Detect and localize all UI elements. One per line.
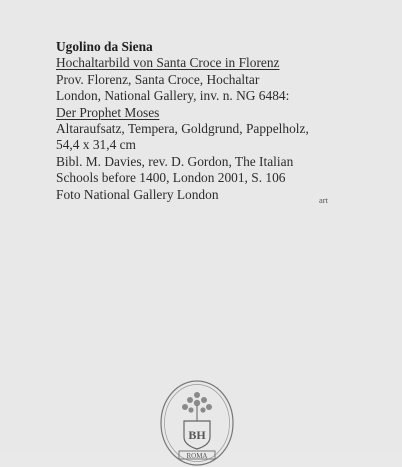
bibliography-line-1: Bibl. M. Davies, rev. D. Gordon, The Italian <box>56 153 294 169</box>
collection: London, National Gallery, inv. n. NG 6484: <box>56 88 290 104</box>
stamp-city: ROMA <box>186 452 208 460</box>
dimensions: 54,4 x 31,4 cm <box>56 137 136 153</box>
work-title: Hochaltarbild von Santa Croce in Florenz <box>56 55 280 71</box>
stamp-monogram: BH <box>188 428 206 442</box>
technique: Altaraufsatz, Tempera, Goldgrund, Pappelholz, <box>56 121 309 137</box>
side-note: art <box>319 195 328 205</box>
bibliography-line-2: Schools before 1400, London 2001, S. 106 <box>56 170 286 186</box>
photo-credit: Foto National Gallery London <box>56 186 219 202</box>
panel-title: Der Prophet Moses <box>56 104 160 120</box>
library-stamp-icon <box>158 377 236 467</box>
catalog-entry <box>56 39 356 203</box>
provenance: Prov. Florenz, Santa Croce, Hochaltar <box>56 71 260 87</box>
artist-name: Ugolino da Siena <box>56 39 153 54</box>
